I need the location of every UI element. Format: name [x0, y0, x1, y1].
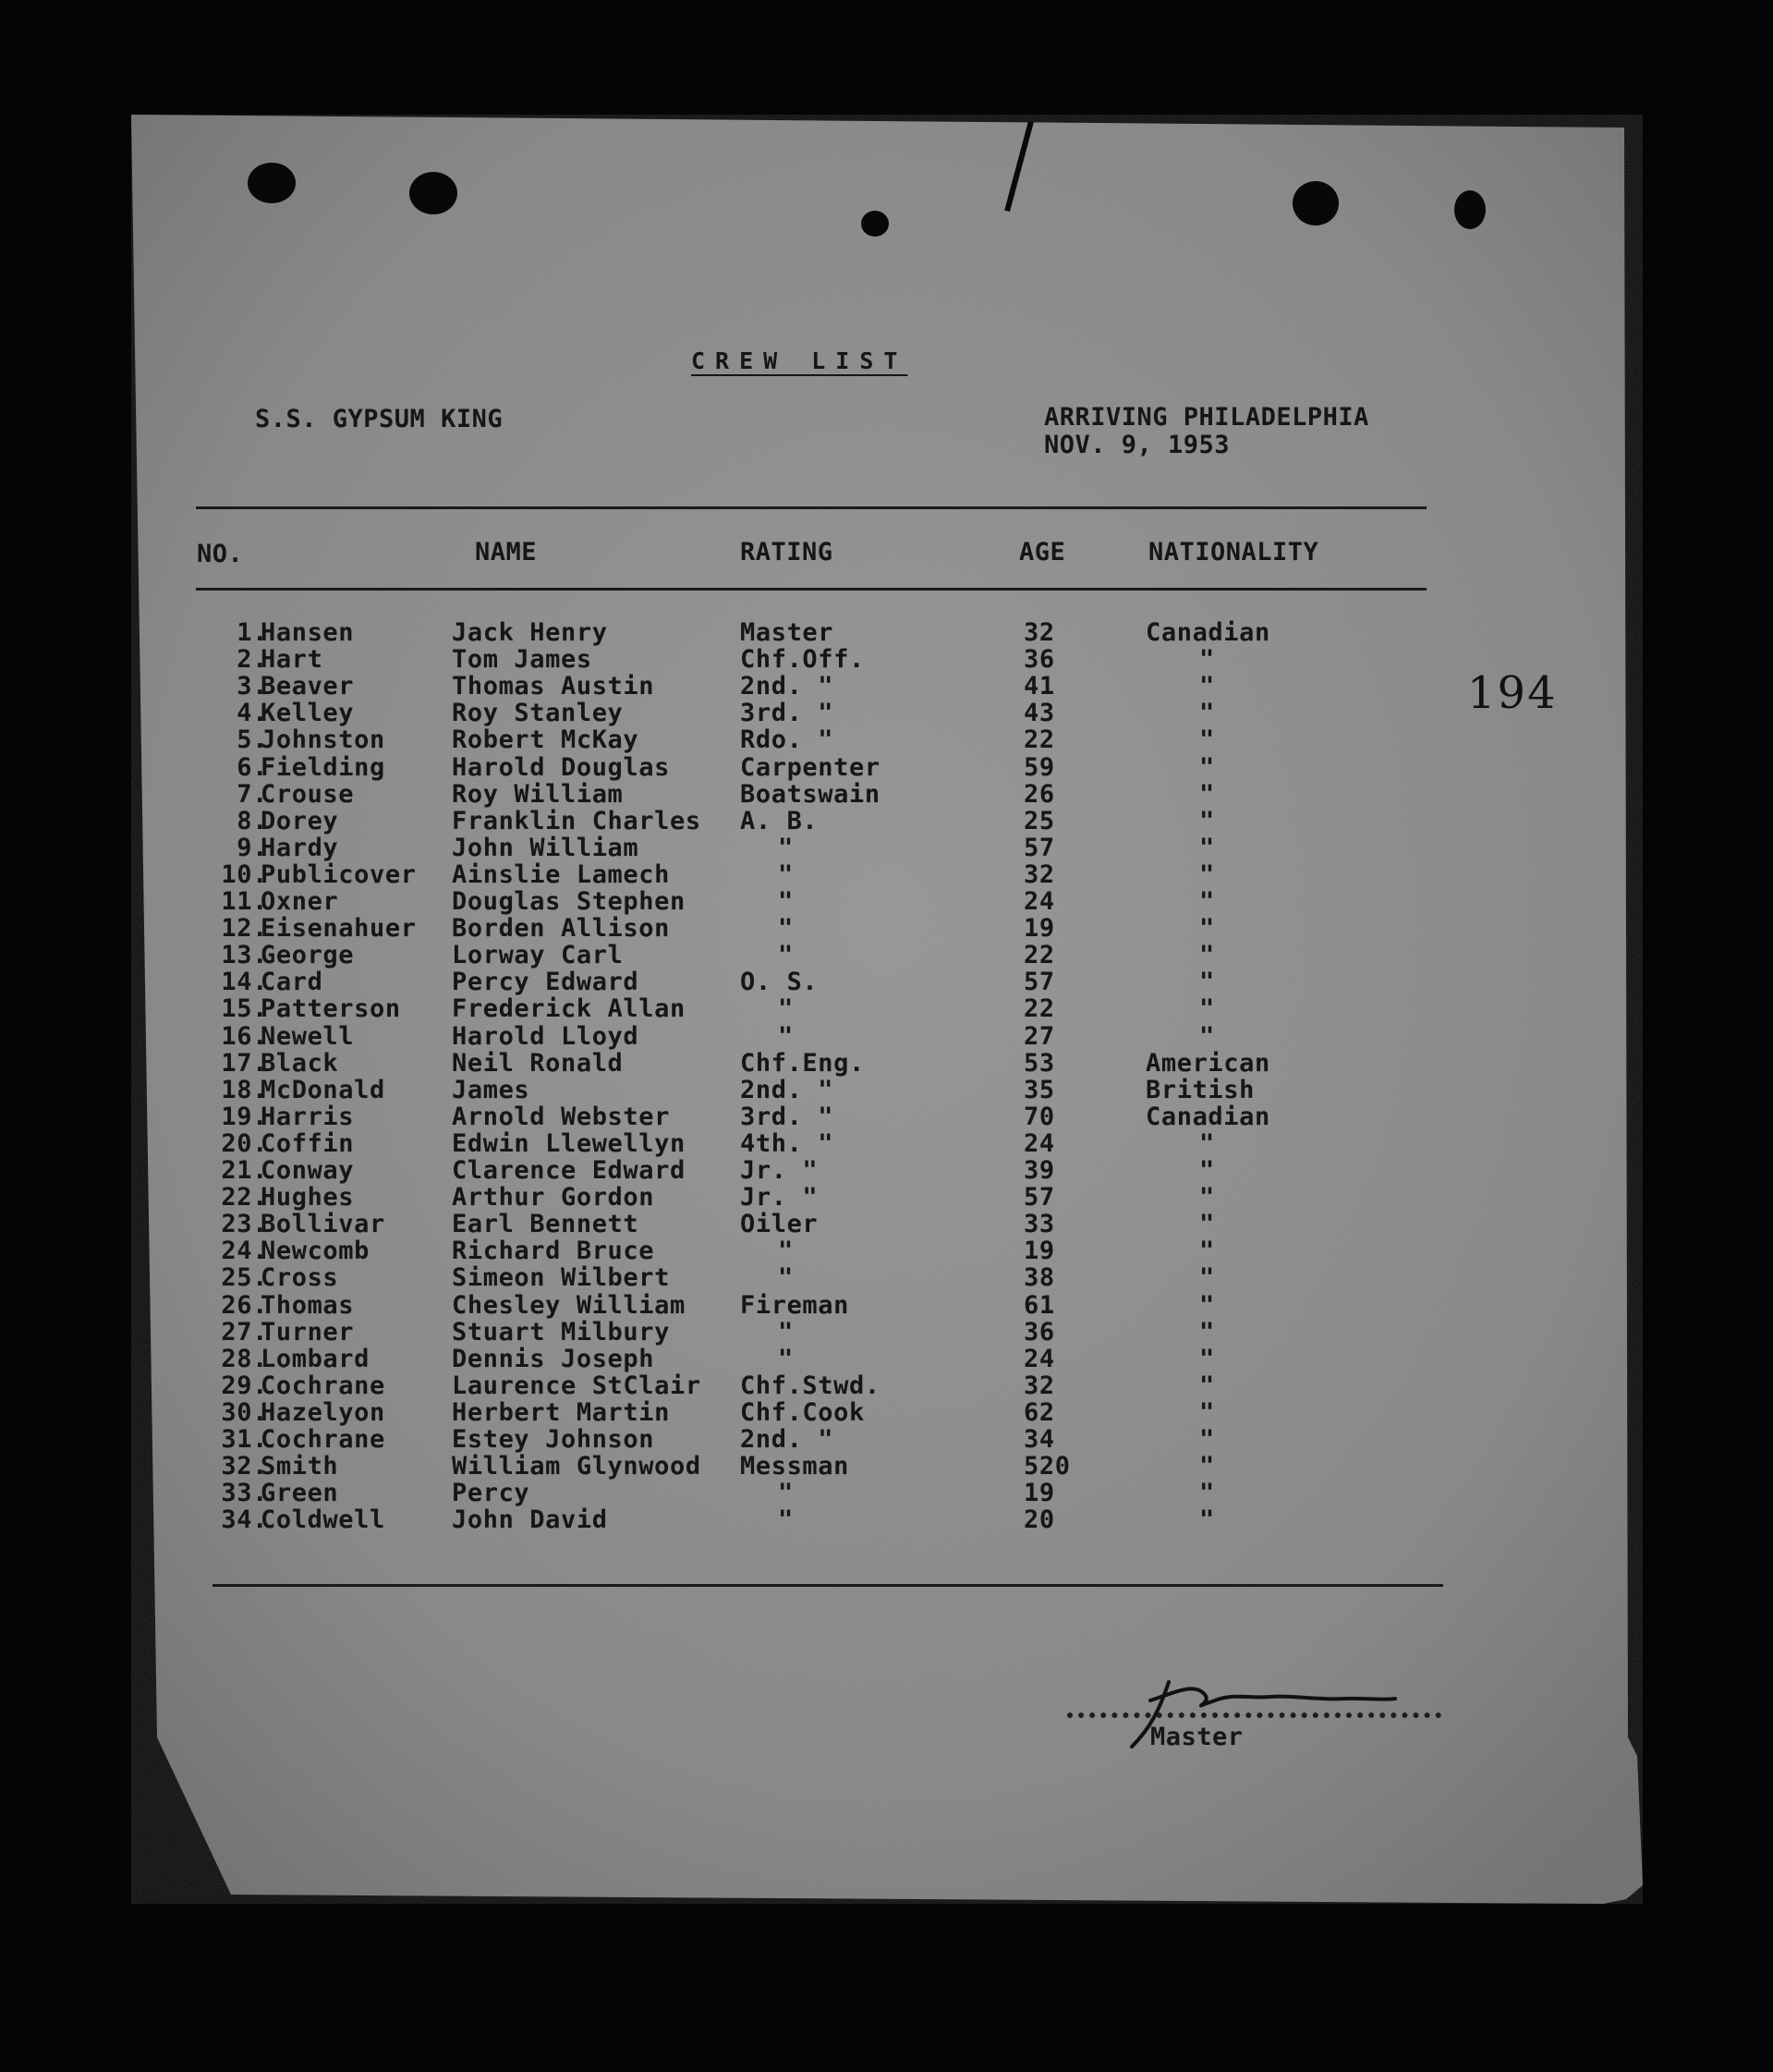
crew-surname: Hart [261, 645, 323, 675]
crew-age: 41 [1024, 672, 1055, 701]
crew-given-names: Roy William [452, 779, 624, 809]
table-row [0, 1237, 1773, 1266]
crew-given-names: Stuart Milbury [452, 1317, 670, 1347]
crew-age: 520 [1024, 1452, 1071, 1481]
crew-given-names: Harold Douglas [452, 752, 670, 782]
crew-surname: Beaver [261, 672, 355, 701]
crew-no: 15. [221, 994, 268, 1024]
crew-age: 19 [1024, 914, 1055, 944]
crew-age: 57 [1024, 833, 1055, 862]
crew-surname: Hazelyon [261, 1397, 385, 1427]
crew-no: 12. [221, 914, 268, 944]
crew-rating: " [778, 887, 794, 916]
crew-given-names: John David [452, 1505, 608, 1535]
crew-age: 61 [1024, 1290, 1055, 1320]
crew-nationality: " [1199, 1237, 1215, 1266]
crew-surname: Newell [261, 1021, 355, 1051]
crew-surname: Card [261, 968, 323, 997]
punch-hole [1454, 190, 1486, 229]
header-rule-bottom [196, 588, 1427, 591]
table-row [0, 941, 1773, 968]
crew-surname: Kelley [261, 699, 355, 728]
table-row [0, 914, 1773, 944]
crew-surname: Conway [261, 1156, 355, 1185]
crew-age: 38 [1024, 1263, 1055, 1293]
crew-age: 36 [1024, 645, 1055, 675]
crew-nationality: " [1199, 806, 1215, 835]
crew-age: 59 [1024, 752, 1055, 782]
crew-no: 9. [237, 833, 268, 862]
table-row [0, 1022, 1773, 1049]
crew-rating: " [778, 1021, 794, 1051]
crew-given-names: Estey Johnson [452, 1425, 655, 1454]
table-row [0, 1210, 1773, 1237]
crew-nationality: Canadian [1146, 1102, 1270, 1131]
crew-no: 21. [221, 1156, 268, 1185]
crew-no: 14. [221, 968, 268, 997]
crew-age: 24 [1024, 887, 1055, 916]
crew-given-names: Richard Bruce [452, 1237, 655, 1266]
crew-rating: Master [740, 618, 834, 647]
crew-nationality: " [1199, 994, 1215, 1024]
crew-nationality: " [1199, 887, 1215, 916]
crew-rating: 3rd. " [740, 1102, 834, 1131]
crew-nationality: " [1199, 833, 1215, 862]
crew-rating: " [778, 1263, 794, 1293]
crew-nationality: " [1199, 1452, 1215, 1481]
crew-rating: A. B. [740, 806, 819, 835]
crew-surname: Fielding [261, 752, 385, 782]
crew-no: 29. [221, 1371, 268, 1400]
table-row [0, 1398, 1773, 1425]
crew-rating: O. S. [740, 968, 819, 997]
crew-no: 5. [237, 725, 268, 755]
crew-nationality: " [1199, 1479, 1215, 1508]
crew-given-names: Herbert Martin [452, 1397, 670, 1427]
crew-no: 3. [237, 672, 268, 701]
col-header-age: AGE [1019, 538, 1066, 567]
crew-rating: " [778, 1317, 794, 1347]
crew-nationality: " [1199, 672, 1215, 701]
crew-age: 33 [1024, 1210, 1055, 1239]
crew-age: 57 [1024, 968, 1055, 997]
crew-rating: Fireman [740, 1290, 849, 1320]
crew-no: 20. [221, 1128, 268, 1158]
crew-nationality: " [1199, 1425, 1215, 1454]
table-row [0, 753, 1773, 780]
crew-nationality: " [1199, 914, 1215, 944]
crew-age: 22 [1024, 941, 1055, 970]
table-row [0, 1183, 1773, 1213]
crew-no: 31. [221, 1425, 268, 1454]
page-stamp-number: 194 [1467, 667, 1558, 719]
crew-surname: George [261, 941, 355, 970]
crew-rating: " [778, 833, 794, 862]
crew-given-names: Clarence Edward [452, 1156, 686, 1185]
crew-age: 22 [1024, 725, 1055, 755]
crew-given-names: Roy Stanley [452, 699, 624, 728]
header-rule-top [196, 506, 1427, 509]
crew-age: 27 [1024, 1021, 1055, 1051]
crew-nationality: " [1199, 1263, 1215, 1293]
crew-no: 23. [221, 1210, 268, 1239]
crew-no: 34. [221, 1505, 268, 1535]
crew-rating: " [778, 914, 794, 944]
table-row [0, 1291, 1773, 1318]
crew-given-names: Simeon Wilbert [452, 1263, 670, 1293]
document-title: CREW LIST [691, 347, 908, 374]
crew-nationality: American [1146, 1048, 1270, 1078]
crew-rating: " [778, 1237, 794, 1266]
crew-age: 39 [1024, 1156, 1055, 1185]
crew-given-names: William Glynwood [452, 1452, 701, 1481]
crew-given-names: Borden Allison [452, 914, 670, 944]
crew-given-names: Jack Henry [452, 618, 608, 647]
crew-given-names: Neil Ronald [452, 1048, 624, 1078]
table-row [0, 860, 1773, 887]
crew-no: 19. [221, 1102, 268, 1131]
table-row [0, 1076, 1773, 1103]
crew-surname: Hughes [261, 1183, 355, 1213]
punch-hole [1293, 181, 1339, 225]
table-row [0, 1129, 1773, 1156]
crew-given-names: Percy Edward [452, 968, 639, 997]
crew-nationality: British [1146, 1075, 1255, 1104]
crew-no: 1. [237, 618, 268, 647]
crew-surname: Hardy [261, 833, 339, 862]
crew-age: 19 [1024, 1479, 1055, 1508]
crew-surname: Crouse [261, 779, 355, 809]
crew-surname: Lombard [261, 1344, 370, 1373]
crew-surname: Black [261, 1048, 339, 1078]
crew-age: 32 [1024, 618, 1055, 647]
crew-nationality: " [1199, 1344, 1215, 1373]
crew-age: 25 [1024, 806, 1055, 835]
crew-no: 28. [221, 1344, 268, 1373]
crew-age: 20 [1024, 1505, 1055, 1535]
crew-nationality: " [1199, 779, 1215, 809]
crew-surname: Hansen [261, 618, 355, 647]
crew-nationality: " [1199, 1505, 1215, 1535]
crew-no: 26. [221, 1290, 268, 1320]
crew-age: 36 [1024, 1317, 1055, 1347]
crew-rating: Jr. " [740, 1156, 819, 1185]
crew-age: 32 [1024, 1371, 1055, 1400]
crew-age: 26 [1024, 779, 1055, 809]
crew-surname: Patterson [261, 994, 401, 1024]
crew-rating: 2nd. " [740, 1425, 834, 1454]
crew-no: 30. [221, 1397, 268, 1427]
col-header-rating: RATING [740, 538, 833, 567]
crew-given-names: Douglas Stephen [452, 887, 686, 916]
crew-given-names: Arthur Gordon [452, 1183, 655, 1213]
crew-surname: Green [261, 1479, 339, 1508]
arrival-date: NOV. 9, 1953 [1044, 431, 1231, 459]
crew-nationality: " [1199, 725, 1215, 755]
crew-no: 25. [221, 1263, 268, 1293]
punch-hole [248, 163, 296, 203]
crew-rating: " [778, 1479, 794, 1508]
crew-surname: Smith [261, 1452, 339, 1481]
crew-age: 62 [1024, 1397, 1055, 1427]
crew-no: 18. [221, 1075, 268, 1104]
table-row [0, 672, 1773, 699]
crew-surname: Bollivar [261, 1210, 385, 1239]
crew-no: 10. [221, 859, 268, 889]
crew-no: 33. [221, 1479, 268, 1508]
table-row [0, 1263, 1773, 1293]
crew-rating: " [778, 1344, 794, 1373]
crew-surname: Dorey [261, 806, 339, 835]
crew-no: 24. [221, 1237, 268, 1266]
crew-age: 35 [1024, 1075, 1055, 1104]
table-row [0, 807, 1773, 834]
crew-rating: " [778, 941, 794, 970]
crew-given-names: Tom James [452, 645, 592, 675]
crew-surname: Cochrane [261, 1425, 385, 1454]
crew-rating: Chf.Cook [740, 1397, 865, 1427]
crew-rating: Messman [740, 1452, 849, 1481]
crew-given-names: Thomas Austin [452, 672, 655, 701]
crew-given-names: Lorway Carl [452, 941, 624, 970]
crew-rating: " [778, 994, 794, 1024]
table-row [0, 1505, 1773, 1535]
crew-rating: Boatswain [740, 779, 880, 809]
crew-no: 13. [221, 941, 268, 970]
crew-age: 22 [1024, 994, 1055, 1024]
table-row [0, 887, 1773, 914]
crew-nationality: Canadian [1146, 618, 1270, 647]
crew-rating: Chf.Off. [740, 645, 865, 675]
table-row [0, 645, 1773, 675]
table-row [0, 618, 1773, 645]
signature-label: Master [1150, 1723, 1244, 1751]
col-header-nationality: NATIONALITY [1148, 538, 1319, 567]
crew-no: 7. [237, 779, 268, 809]
crew-given-names: Arnold Webster [452, 1102, 670, 1131]
crew-surname: Thomas [261, 1290, 355, 1320]
crew-nationality: " [1199, 1128, 1215, 1158]
crew-rating: " [778, 859, 794, 889]
arrival-port: ARRIVING PHILADELPHIA [1044, 403, 1369, 432]
table-rule-bottom [213, 1584, 1443, 1587]
table-row [0, 1103, 1773, 1129]
crew-given-names: John William [452, 833, 639, 862]
crew-rating: Oiler [740, 1210, 819, 1239]
table-row [0, 968, 1773, 997]
crew-no: 11. [221, 887, 268, 916]
col-header-name: NAME [475, 538, 538, 567]
crew-age: 57 [1024, 1183, 1055, 1213]
crew-surname: Publicover [261, 859, 417, 889]
crew-surname: Turner [261, 1317, 355, 1347]
crew-given-names: Laurence StClair [452, 1371, 701, 1400]
crew-rating: Rdo. " [740, 725, 834, 755]
crew-rating: 2nd. " [740, 1075, 834, 1104]
crew-no: 16. [221, 1021, 268, 1051]
crew-no: 6. [237, 752, 268, 782]
crew-age: 43 [1024, 699, 1055, 728]
table-row [0, 1371, 1773, 1398]
table-row [0, 994, 1773, 1024]
crew-nationality: " [1199, 859, 1215, 889]
crew-given-names: Ainslie Lamech [452, 859, 670, 889]
crew-no: 8. [237, 806, 268, 835]
table-row [0, 1318, 1773, 1345]
table-row [0, 1156, 1773, 1183]
crew-rating: Chf.Stwd. [740, 1371, 880, 1400]
crew-nationality: " [1199, 1371, 1215, 1400]
crew-nationality: " [1199, 968, 1215, 997]
table-row [0, 725, 1773, 755]
crew-surname: Coldwell [261, 1505, 385, 1535]
crew-nationality: " [1199, 1021, 1215, 1051]
crew-given-names: Robert McKay [452, 725, 639, 755]
table-row [0, 780, 1773, 807]
punch-hole [861, 211, 889, 237]
crew-rating: Jr. " [740, 1183, 819, 1213]
crew-surname: Cross [261, 1263, 339, 1293]
col-header-no: NO. [197, 540, 244, 568]
crew-surname: Eisenahuer [261, 914, 417, 944]
crew-given-names: Chesley William [452, 1290, 686, 1320]
crew-nationality: " [1199, 1156, 1215, 1185]
crew-age: 24 [1024, 1344, 1055, 1373]
crew-age: 32 [1024, 859, 1055, 889]
crew-no: 32. [221, 1452, 268, 1481]
crew-given-names: James [452, 1075, 530, 1104]
table-row [0, 1452, 1773, 1479]
crew-surname: Johnston [261, 725, 385, 755]
crew-given-names: Earl Bennett [452, 1210, 639, 1239]
crew-no: 17. [221, 1048, 268, 1078]
crew-nationality: " [1199, 1397, 1215, 1427]
crew-nationality: " [1199, 1290, 1215, 1320]
crew-nationality: " [1199, 1183, 1215, 1213]
table-row [0, 699, 1773, 728]
crew-nationality: " [1199, 1210, 1215, 1239]
crew-surname: Harris [261, 1102, 355, 1131]
crew-rating: Chf.Eng. [740, 1048, 865, 1078]
crew-rating: Carpenter [740, 752, 880, 782]
crew-rating: 3rd. " [740, 699, 834, 728]
crew-nationality: " [1199, 645, 1215, 675]
crew-nationality: " [1199, 752, 1215, 782]
crew-given-names: Frederick Allan [452, 994, 686, 1024]
crew-age: 53 [1024, 1048, 1055, 1078]
crew-given-names: Dennis Joseph [452, 1344, 655, 1373]
table-row [0, 1345, 1773, 1371]
crew-no: 27. [221, 1317, 268, 1347]
crew-surname: Newcomb [261, 1237, 370, 1266]
crew-rating: 4th. " [740, 1128, 834, 1158]
crew-no: 22. [221, 1183, 268, 1213]
table-row [0, 834, 1773, 860]
punch-hole [409, 172, 457, 214]
crew-surname: Oxner [261, 887, 339, 916]
crew-surname: Cochrane [261, 1371, 385, 1400]
crew-given-names: Percy [452, 1479, 530, 1508]
table-row [0, 1479, 1773, 1508]
table-row [0, 1425, 1773, 1452]
crew-nationality: " [1199, 1317, 1215, 1347]
table-row [0, 1049, 1773, 1076]
crew-age: 19 [1024, 1237, 1055, 1266]
signature-line [1067, 1712, 1441, 1718]
crew-rating: " [778, 1505, 794, 1535]
crew-nationality: " [1199, 699, 1215, 728]
crew-rating: 2nd. " [740, 672, 834, 701]
crew-given-names: Harold Lloyd [452, 1021, 639, 1051]
crew-age: 70 [1024, 1102, 1055, 1131]
crew-given-names: Franklin Charles [452, 806, 701, 835]
crew-no: 4. [237, 699, 268, 728]
crew-surname: McDonald [261, 1075, 385, 1104]
crew-given-names: Edwin Llewellyn [452, 1128, 686, 1158]
vessel-name: S.S. GYPSUM KING [255, 405, 504, 433]
crew-age: 34 [1024, 1425, 1055, 1454]
crew-no: 2. [237, 645, 268, 675]
crew-age: 24 [1024, 1128, 1055, 1158]
crew-nationality: " [1199, 941, 1215, 970]
crew-surname: Coffin [261, 1128, 355, 1158]
